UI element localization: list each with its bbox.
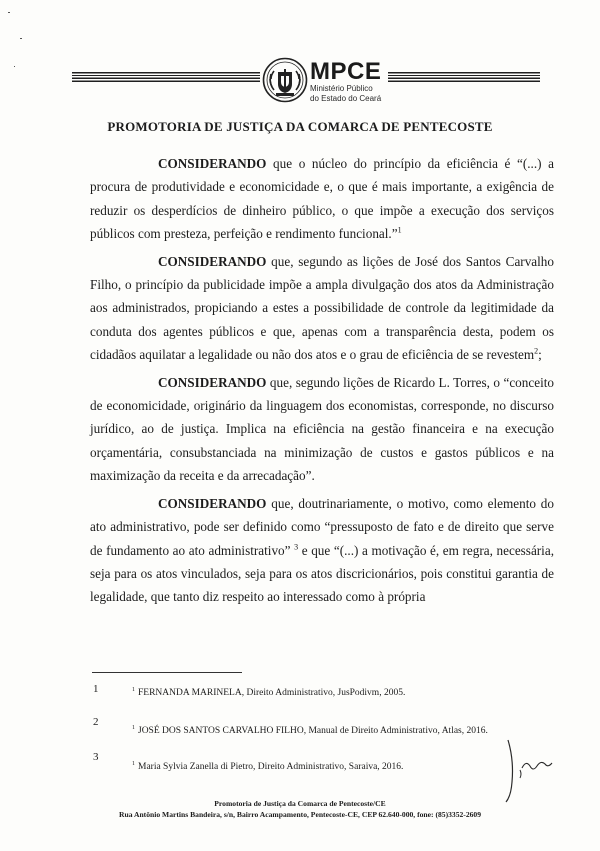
- paragraph-motivo: [90, 492, 554, 609]
- paragraph-publicidade: [90, 250, 554, 367]
- footnote-item: [132, 725, 488, 736]
- paragraph-tail: e que “(...) a motivação é, em regra, necessária, seja para os atos vinculados, seja para os atos discricionários, pois constitui garantia de legalidade, que tanto diz respeito ao interessado como à própria: [90, 542, 554, 605]
- footnote-mark: 1: [132, 687, 135, 693]
- header-rule-right: [388, 72, 540, 82]
- header-rule-left: [72, 72, 260, 82]
- page-footer: [0, 798, 600, 820]
- paragraph-eficiencia: [90, 152, 554, 246]
- logo-brand: MPCE: [310, 58, 382, 85]
- paragraph-text: que, doutrinariamente, o motivo, como elemento do ato administrativo, pode ser definido como “pressuposto de fato e de direito que serve de fundamento ao ato administrativo”: [90, 495, 554, 558]
- scan-speck: [14, 66, 15, 67]
- footnote-ref: 2: [534, 346, 539, 356]
- mpce-seal-icon: [262, 57, 308, 103]
- scan-speck: [20, 38, 22, 39]
- document-body: [90, 152, 554, 613]
- paragraph-lead: CONSIDERANDO: [158, 156, 267, 171]
- paragraph-lead: CONSIDERANDO: [158, 495, 267, 511]
- footnote-text: Maria Sylvia Zanella di Pietro, Direito Administrativo, Saraiva, 2016.: [138, 762, 404, 773]
- footer-line-2: Rua Antônio Martins Bandeira, s/n, Bairro Acampamento, Pentecoste-CE, CEP 62.640-000, fone: (85)3352-2609: [118, 810, 482, 819]
- logo-subtitle-line2: do Estado do Ceará: [310, 94, 382, 103]
- logo-subtitle-line1: Ministério Público: [310, 84, 373, 93]
- footnote-number: 1: [93, 683, 99, 695]
- footnote-ref: 3: [294, 542, 299, 552]
- footnote-number: 3: [93, 751, 99, 763]
- mpce-logo: [310, 60, 381, 104]
- paragraph-lead: CONSIDERANDO: [158, 374, 267, 390]
- footnote-item: [132, 761, 403, 772]
- paragraph-economicidade: [90, 371, 554, 488]
- footnote-number: 2: [93, 716, 99, 728]
- footnote-text: JOSÉ DOS SANTOS CARVALHO FILHO, Manual de Direito Administrativo, Atlas, 2016.: [138, 726, 488, 737]
- paragraph-tail: ;: [538, 347, 542, 363]
- paragraph-lead: CONSIDERANDO: [158, 253, 267, 269]
- paragraph-text: que o núcleo do princípio da eficiência é “(...) a procura de produtividade e economicidade e, o que é mais importante, a exigência de reduzir os desperdícios de dinheiro público, o que impõe a execução dos serviços públicos com presteza, perfeição e rendimento funcional.”: [90, 156, 554, 242]
- footnote-separator: [92, 672, 242, 673]
- footnote-mark: 1: [132, 761, 135, 767]
- footnote-text: FERNANDA MARINELA, Direito Administrativo, JusPodivm, 2005.: [138, 688, 406, 699]
- paragraph-text: que, segundo as lições de José dos Santos Carvalho Filho, o princípio da publicidade impõe a ampla divulgação dos atos da Administração aos administrados, propiciando a estes a possibilidade de controle da legitimidade da conduta dos agentes públicos e que, apenas com a transparência desta, podem os cidadãos aquilatar a legalidade ou não dos atos e o grau de eficiência de se revestem: [90, 253, 554, 363]
- paragraph-text: que, segundo lições de Ricardo L. Torres, o “conceito de economicidade, originário da linguagem dos economistas, corresponde, no discurso jurídico, ao de justiça. Implica na eficiência na gestão financeira e na execução orçamentária, consubstanciada na minimização de custos e gastos públicos e na maximização da receita e da arrecadação”.: [90, 374, 554, 484]
- footnote-mark: 1: [132, 725, 135, 731]
- footnote-item: [132, 687, 405, 698]
- footer-line-1: Promotoria de Justiça da Comarca de Pentecoste/CE: [214, 799, 386, 808]
- footnote-ref: 1: [397, 225, 402, 235]
- scan-speck: [8, 12, 10, 13]
- page-title: PROMOTORIA DE JUSTIÇA DA COMARCA DE PENTECOSTE: [107, 119, 493, 134]
